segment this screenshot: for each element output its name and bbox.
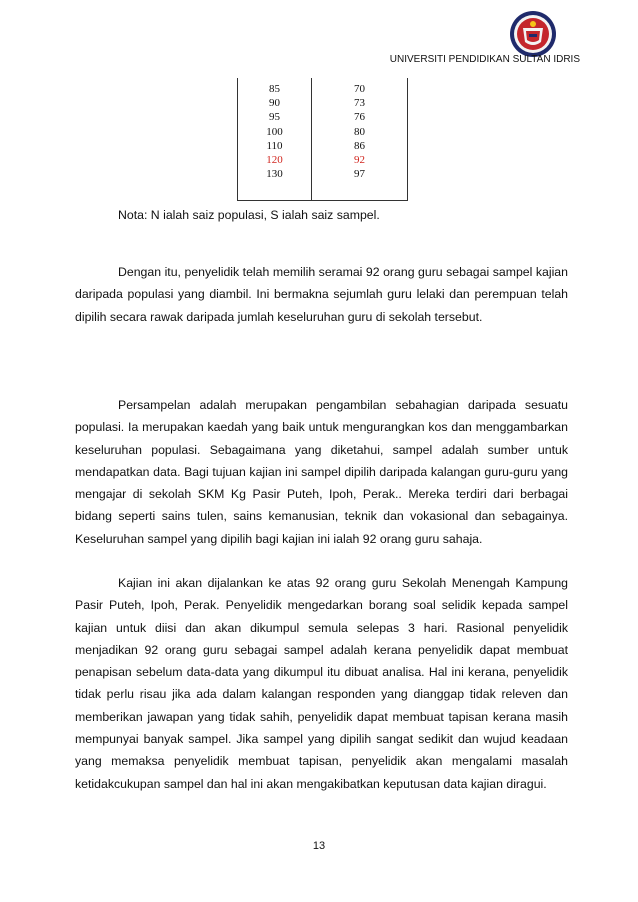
university-name: UNIVERSITI PENDIDIKAN SULTAN IDRIS: [389, 54, 580, 65]
population-column: [238, 82, 311, 181]
table-cell: 80: [354, 125, 365, 138]
paragraph: Dengan itu, penyelidik telah memilih seramai 92 orang guru sebagai sampel kajian daripada populasi yang diambil. Ini bermakna sejumlah guru lelaki dan perempuan telah dipilih secara rawak daripada jumlah keseluruhan guru di sekolah tersebut.: [75, 265, 568, 324]
paragraph-block: [75, 394, 568, 550]
paragraph-block: [75, 572, 568, 795]
table-cell: 130: [266, 168, 283, 181]
table-note: Nota: N ialah saiz populasi, S ialah saiz sampel.: [118, 208, 380, 222]
table-cell-highlighted: 120: [266, 154, 283, 167]
sample-column: [312, 82, 407, 181]
table-cell: 95: [269, 111, 280, 124]
page-number: 13: [312, 840, 326, 852]
table-cell: 110: [266, 139, 283, 152]
table-cell: 100: [266, 125, 283, 138]
table-cell: 86: [354, 139, 365, 152]
table-cell-highlighted: 92: [354, 154, 365, 167]
table-cell: 90: [269, 97, 280, 110]
table-cell: 76: [354, 111, 365, 124]
table-cell: 85: [269, 83, 280, 95]
paragraph: Kajian ini akan dijalankan ke atas 92 orang guru Sekolah Menengah Kampung Pasir Puteh, Ipoh, Perak. Penyelidik mengedarkan borang soal selidik kepada sampel kajian untuk diisi dan akan dikumpul semula selepas 3 hari. Rasional penyelidik menjadikan 92 orang guru sebagai sampel adalah kerana penyelidik dapat membuat penapisan sebelum data-data yang dikumpul itu dibuat analisa. Hal ini kerana, penyelidik tidak perlu risau jika ada dalam kalangan responden yang dianggap tidak releven dan memberikan jawapan yang tidak sahih, penyelidik dapat membuat tapisan kerana masih mempunyai banyak sampel. Jika sampel yang dipilih sangat sedikit dan wujud keadaan yang memaksa penyelidik membuat tapisan, penyelidik akan mengalami masalah ketidakcukupan sampel dan hal ini akan mengakibatkan keputusan data kajian diragui.: [75, 576, 568, 791]
table-cell: 73: [354, 97, 365, 110]
sample-size-table: [237, 78, 408, 201]
paragraph-block: [75, 261, 568, 328]
paragraph: Persampelan adalah merupakan pengambilan sebahagian daripada sesuatu populasi. Ia merupakan kaedah yang baik untuk mengurangkan kos dan menggambarkan keseluruhan populasi. Sebagaimana yang diketahui, sampel adalah sumber untuk mendapatkan data. Bagi tujuan kajian ini sampel dipilih daripada kalangan guru-guru yang mengajar di sekolah SKM Kg Pasir Puteh, Ipoh, Perak.. Mereka terdiri dari berbagai bidang seperti sains tulen, sains kemanusian, teknik dan vokasional dan sebagainya. Keseluruhan sampel yang dipilih bagi kajian ini ialah 92 orang guru sahaja.: [75, 398, 568, 546]
table-cell: 70: [354, 83, 365, 95]
university-crest-icon: [509, 10, 557, 58]
table-cell: 97: [354, 168, 365, 181]
